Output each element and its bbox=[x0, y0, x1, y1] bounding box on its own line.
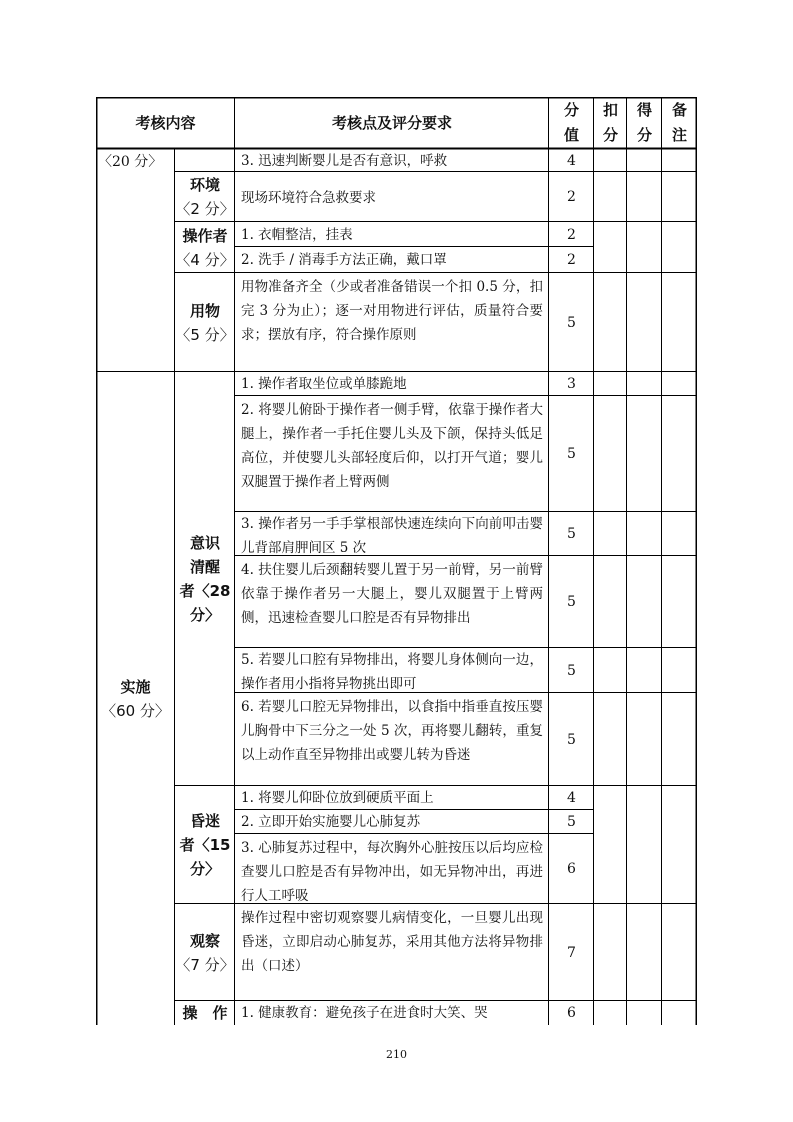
score-value: 5 bbox=[567, 314, 576, 331]
header-content: 考核内容 bbox=[135, 113, 196, 132]
requirement-text: 现场环境符合急救要求 bbox=[241, 190, 376, 206]
requirement-text: 3. 迅速判断婴儿是否有意识，呼救 bbox=[241, 152, 448, 169]
score-value: 5 bbox=[567, 662, 576, 679]
category-environment: 环境 〈2 分〉 bbox=[175, 176, 235, 218]
category-conscious: 意识 清醒 者〈28 分〉 bbox=[179, 534, 231, 624]
requirement-text: 操作过程中密切观察婴儿病情变化，一旦婴儿出现昏迷，立即启动心肺复苏，采用其他方法将异物排出（口述） bbox=[241, 910, 543, 974]
category-after-operation: 操 作 bbox=[182, 1004, 228, 1022]
category-supplies: 用物 〈5 分〉 bbox=[175, 301, 235, 344]
requirement-text: 1. 健康教育：避免孩子在进食时大笑、哭 bbox=[241, 1005, 488, 1021]
score-value: 5 bbox=[567, 526, 576, 542]
requirement-text: 2. 立即开始实施婴儿心肺复苏 bbox=[241, 814, 421, 830]
top-section-score-label: 〈20 分〉 bbox=[98, 153, 163, 170]
requirement-text: 1. 将婴儿仰卧位放到硬质平面上 bbox=[241, 790, 434, 806]
score-value: 6 bbox=[567, 1005, 576, 1021]
header-score: 分值 bbox=[563, 101, 579, 144]
category-coma: 昏迷 者〈15 分〉 bbox=[179, 812, 231, 878]
category-operator: 操作者 〈4 分〉 bbox=[175, 226, 235, 269]
score-value: 2 bbox=[567, 189, 576, 205]
requirement-text: 1. 衣帽整洁，挂表 bbox=[241, 226, 353, 243]
score-value: 2 bbox=[567, 226, 576, 243]
header-requirements: 考核点及评分要求 bbox=[331, 113, 452, 132]
requirement-text: 3. 操作者另一手手掌根部快速连续向下向前叩击婴儿背部肩胛间区 5 次 bbox=[241, 516, 543, 556]
section-implementation: 实施 〈60 分〉 bbox=[101, 677, 170, 720]
header-obtained: 得分 bbox=[636, 101, 652, 144]
requirement-text: 5. 若婴儿口腔有异物排出，将婴儿身体侧向一边，操作者用小指将异物挑出即可 bbox=[241, 652, 543, 692]
page-number: 210 bbox=[386, 1048, 407, 1061]
score-value: 5 bbox=[567, 446, 576, 462]
score-value: 5 bbox=[567, 731, 576, 748]
requirement-text: 用物准备齐全（少或者准备错误一个扣 0.5 分，扣完 3 分为止）；逐一对用物进行评估，质量符合要求；摆放有序，符合操作原则 bbox=[241, 279, 543, 343]
requirement-text: 6. 若婴儿口腔无异物排出，以食指中指垂直按压婴儿胸骨中下三分之一处 5 次，再将婴儿翻转，重复以上动作直至异物排出或婴儿转为昏迷 bbox=[241, 699, 543, 763]
score-value: 6 bbox=[567, 861, 576, 877]
score-value: 2 bbox=[567, 252, 576, 268]
category-observe: 观察 〈7 分〉 bbox=[175, 931, 235, 974]
header-remark: 备注 bbox=[671, 101, 687, 144]
score-value: 5 bbox=[567, 594, 576, 610]
score-value: 7 bbox=[567, 944, 576, 961]
requirement-text: 1. 操作者取坐位或单膝跪地 bbox=[241, 376, 407, 392]
score-value: 5 bbox=[567, 814, 576, 830]
score-value: 4 bbox=[567, 790, 576, 806]
requirement-text: 3. 心肺复苏过程中，每次胸外心脏按压以后均应检查婴儿口腔是否有异物冲出，如无异物冲出，再进行人工呼吸 bbox=[241, 840, 543, 904]
score-value: 4 bbox=[567, 152, 576, 169]
assessment-table bbox=[96, 97, 697, 1025]
requirement-text: 4. 扶住婴儿后颈翻转婴儿置于另一前臂，另一前臂依靠于操作者另一大腿上，婴儿双腿置于上臂两侧，迅速检查婴儿口腔是否有异物排出 bbox=[241, 562, 543, 626]
score-value: 3 bbox=[567, 376, 576, 392]
requirement-text: 2. 将婴儿俯卧于操作者一侧手臂，依靠于操作者大腿上，操作者一手托住婴儿头及下颌，保持头低足高位，并使婴儿头部轻度后仰，以打开气道；婴儿双腿置于操作者上臂两侧 bbox=[241, 402, 543, 490]
requirement-text: 2. 洗手 / 消毒手方法正确，戴口罩 bbox=[241, 252, 447, 268]
header-deduct: 扣分 bbox=[602, 101, 618, 144]
